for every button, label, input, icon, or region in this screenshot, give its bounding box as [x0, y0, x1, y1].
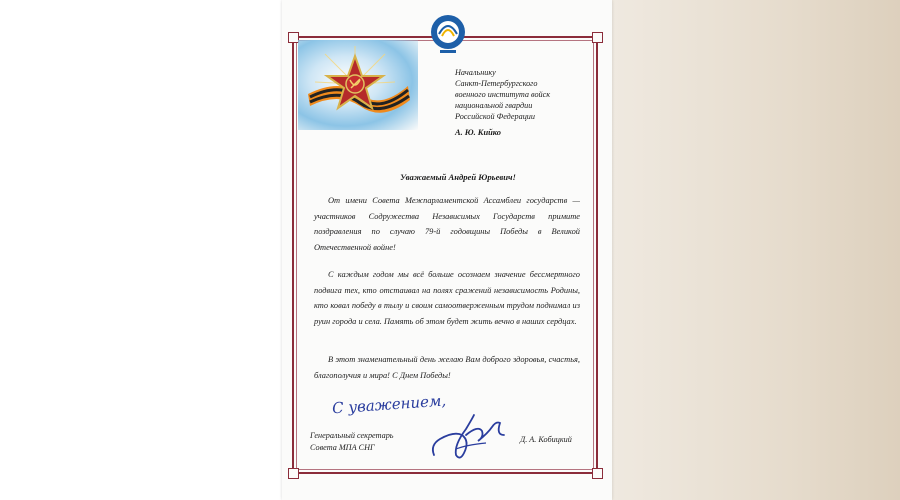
addressee-line: военного института войск	[455, 90, 551, 99]
signatory-title	[310, 430, 394, 454]
signatory-title-line: Генеральный секретарь	[310, 431, 394, 440]
handwritten-closing-text: С уважением,	[331, 391, 447, 418]
order-patriotic-war-icon	[300, 42, 418, 128]
cis-emblem-icon	[428, 12, 468, 58]
greeting: Уважаемый Андрей Юрьевич!	[400, 172, 516, 182]
signature-mark	[426, 405, 516, 467]
addressee-line: Начальнику	[455, 68, 496, 77]
addressee-line: Санкт-Петербургского	[455, 79, 538, 88]
letter-paragraph: От имени Совета Межпарламентской Ассамблеи государств — участников Содружества Независимых Государств примите поздравления по случаю 79-й годовщины Победы в Великой Отечественной войне!	[314, 196, 580, 252]
frame-corner	[592, 468, 603, 479]
signatory-name: Д. А. Кобицкий	[520, 435, 572, 444]
letter-paragraph: В этот знаменательный день желаю Вам доброго здоровья, счастья, благополучия и мира! С Днем Победы!	[314, 355, 580, 380]
addressee-block	[455, 67, 595, 122]
addressee-line: национальной гвардии	[455, 101, 533, 110]
background-right	[612, 0, 900, 500]
letter-paragraph: С каждым годом мы всё больше осознаем значение бессмертного подвига тех, кто отстаивал на полях сражений независимость Родины, кто ковал победу в тылу и своим самоотверженным трудом поднимал из руин города и села. Память об этом будет жить вечно в наших сердцах.	[314, 270, 580, 326]
frame-corner	[288, 468, 299, 479]
background-left	[0, 0, 282, 500]
frame-corner	[592, 32, 603, 43]
signatory-title-line: Совета МПА СНГ	[310, 443, 375, 452]
addressee-name: А. Ю. Кийко	[455, 128, 501, 137]
addressee-line: Российской Федерации	[455, 112, 535, 121]
